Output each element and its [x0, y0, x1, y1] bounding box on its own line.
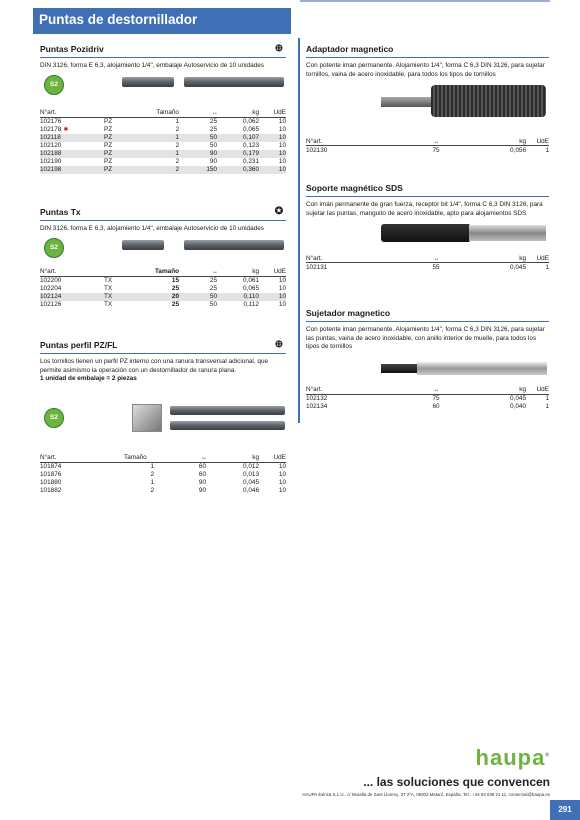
section-header [306, 44, 549, 58]
pozidriv-table [40, 109, 286, 174]
holder-sleeve-image [417, 362, 547, 375]
product-image-row [40, 384, 286, 454]
section-title: Puntas Tx [40, 207, 81, 217]
column-divider [298, 38, 300, 423]
table-row: 102204 TX 25 25 0,065 10 [40, 285, 286, 293]
pz-fl-table: N°art. Tamaño ↔ kg UdE 101874 1 60 0,012 10 101876 2 60 0,013 10 101880 1 90 0,045 10 101882 2 90 0,046 10 [40, 454, 286, 495]
table-row: 102178 ✱ PZ 2 25 0,065 10 [40, 126, 286, 134]
section-description: Con potente iman permanente. Alojamiento 1/4", forma C 6,3 DIN 3126, para sujetar las puntas, vaina de acero inoxidable, con anillo interior de muelle, para todos los tipos de tornillos [306, 326, 545, 351]
table-row: 102124 TX 20 50 0,110 10 [40, 293, 286, 301]
table-row: 102188 PZ 1 90 0,179 10 [40, 150, 286, 158]
section-header [40, 44, 286, 58]
section-description: Los tornillos tienen un perfil PZ interno con una ranura transversal adicional, que permite asimismo la operación con un destornillador de ranura plana. 1 unidad de embalaje = 2 piezas [40, 358, 269, 383]
section-description: DIN 3126, forma E 6,3, alojamiento 1/4", embalaje Autoservicio de 10 unidades [40, 62, 264, 69]
length-arrow-icon: ↔ [201, 455, 206, 462]
adaptador-table: N°art. ↔ kg UdE 102130 75 0,056 1 [306, 137, 549, 154]
bit-image [170, 421, 285, 430]
section-adaptador [306, 44, 549, 154]
product-image-row [40, 71, 286, 101]
section-sujetador [306, 308, 549, 411]
soporte-sds-table: N°art. ↔ kg UdE 102131 55 0,045 1 [306, 254, 549, 271]
section-pz-fl [40, 340, 286, 495]
s2-steel-badge: S2 [44, 75, 64, 95]
table-row: 102190 PZ 2 90 0,231 10 [40, 158, 286, 166]
pozidriv-icon: ⊕ [274, 43, 284, 54]
section-description: Con potente iman permanente. Alojamiento 1/4", forma C 6,3 DIN 3126, para sujetar tornillos, vaina de acero inoxidable, para todos los tipos de tornillos [306, 62, 545, 78]
sds-sleeve-image [469, 225, 546, 241]
top-divider [300, 0, 550, 2]
table-row: 102198 PZ 2 150 0,360 10 [40, 166, 286, 174]
section-header [306, 183, 549, 197]
table-row: 101880 1 90 0,045 10 [40, 479, 286, 487]
section-pozidriv [40, 44, 286, 174]
section-header [40, 207, 286, 221]
col-length [179, 109, 217, 118]
sds-body-image [381, 224, 471, 242]
section-header [306, 308, 549, 322]
table-row: 101874 1 60 0,012 10 [40, 463, 286, 471]
length-arrow-icon: ↔ [433, 255, 439, 262]
product-image-row [306, 218, 549, 254]
page-number: 291 [550, 800, 580, 820]
table-row: 102131 55 0,045 1 [306, 263, 549, 271]
col-kg: kg [217, 109, 259, 118]
section-description: Con imán permanente de gran fuerza, receptor bit 1/4", forma C 6,3 DIN 3126, para sujetar las puntas, manguito de acero inoxidable, apto para alojamientos SDS [306, 201, 543, 217]
bit-image [170, 406, 285, 415]
bit-short-image [122, 77, 174, 87]
adapter-sleeve-image [431, 85, 546, 117]
table-row: 102118 PZ 1 50 0,107 10 [40, 134, 286, 142]
section-soporte-sds [306, 183, 549, 271]
table-row: 101882 2 90 0,046 10 [40, 487, 286, 495]
bit-short-image [122, 240, 164, 250]
torx-icon: ✪ [274, 206, 284, 217]
product-image-row [306, 352, 549, 386]
section-title: Sujetador magnetico [306, 308, 391, 318]
section-title: Soporte magnético SDS [306, 183, 403, 193]
bit-long-image [184, 77, 284, 87]
product-image-row [306, 79, 549, 137]
table-row: 102132 75 0,045 1 [306, 395, 549, 403]
table-row: 102130 75 0,056 1 [306, 146, 549, 154]
page-header [33, 8, 291, 34]
sujetador-table: N°art. ↔ kg UdE 102132 75 0,045 1 102134 60 0,040 1 [306, 386, 549, 411]
length-arrow-icon: ↔ [433, 387, 439, 394]
table-row: 102176 PZ 1 25 0,062 10 [40, 118, 286, 126]
s2-steel-badge: S2 [44, 408, 64, 428]
section-title: Puntas perfil PZ/FL [40, 340, 118, 350]
table-row: 102126 TX 25 50 0,112 10 [40, 301, 286, 309]
section-title: Adaptador magnetico [306, 44, 394, 54]
length-arrow-icon: ↔ [212, 110, 217, 117]
table-row: 101876 2 60 0,013 10 [40, 471, 286, 479]
length-arrow-icon: ↔ [433, 138, 439, 145]
star-icon: ✱ [63, 127, 69, 134]
footer-address: HAUPA Ibérica S.L.U., c/ Muralla de Sant Llorenç, 37 2ºA, 08302 Mataró, España, Tel.: +34 93 638 21 11, comercial@haupa.es [302, 792, 550, 797]
s2-steel-badge: S2 [44, 238, 64, 258]
page-title: Puntas de destornillador [39, 12, 198, 27]
table-row: 102134 60 0,040 1 [306, 403, 549, 411]
bit-long-image [184, 240, 284, 250]
col-art: N°art. [40, 109, 104, 118]
haupa-logo: haupa® [475, 745, 550, 770]
col-size: Tamaño [144, 109, 179, 118]
table-row: 102120 PZ 2 50 0,123 10 [40, 142, 286, 150]
torx-table: N°art. Tamaño ↔ kg UdE 102200 TX 15 25 0,061 10 102204 TX 25 25 0,065 10 102124 TX 20 50 0,110 10 102126 TX 25 50 0,112 10 [40, 268, 286, 309]
adapter-shaft-image [381, 97, 433, 107]
length-arrow-icon: ↔ [212, 269, 217, 276]
slogan: ... las soluciones que convencen [363, 775, 550, 789]
section-header [40, 340, 286, 354]
col-ude: UdE [259, 109, 286, 118]
table-row: 102200 TX 15 25 0,061 10 [40, 277, 286, 285]
holder-shaft-image [381, 364, 419, 373]
section-description: DIN 3126, forma E 6,3, alojamiento 1/4", embalaje Autoservicio de 10 unidades [40, 225, 264, 232]
section-title: Puntas Pozidriv [40, 44, 104, 54]
product-image-row [40, 234, 286, 262]
pozidriv-icon: ⊕ [274, 339, 284, 350]
section-torx [40, 207, 286, 309]
tip-closeup-image [132, 404, 162, 432]
